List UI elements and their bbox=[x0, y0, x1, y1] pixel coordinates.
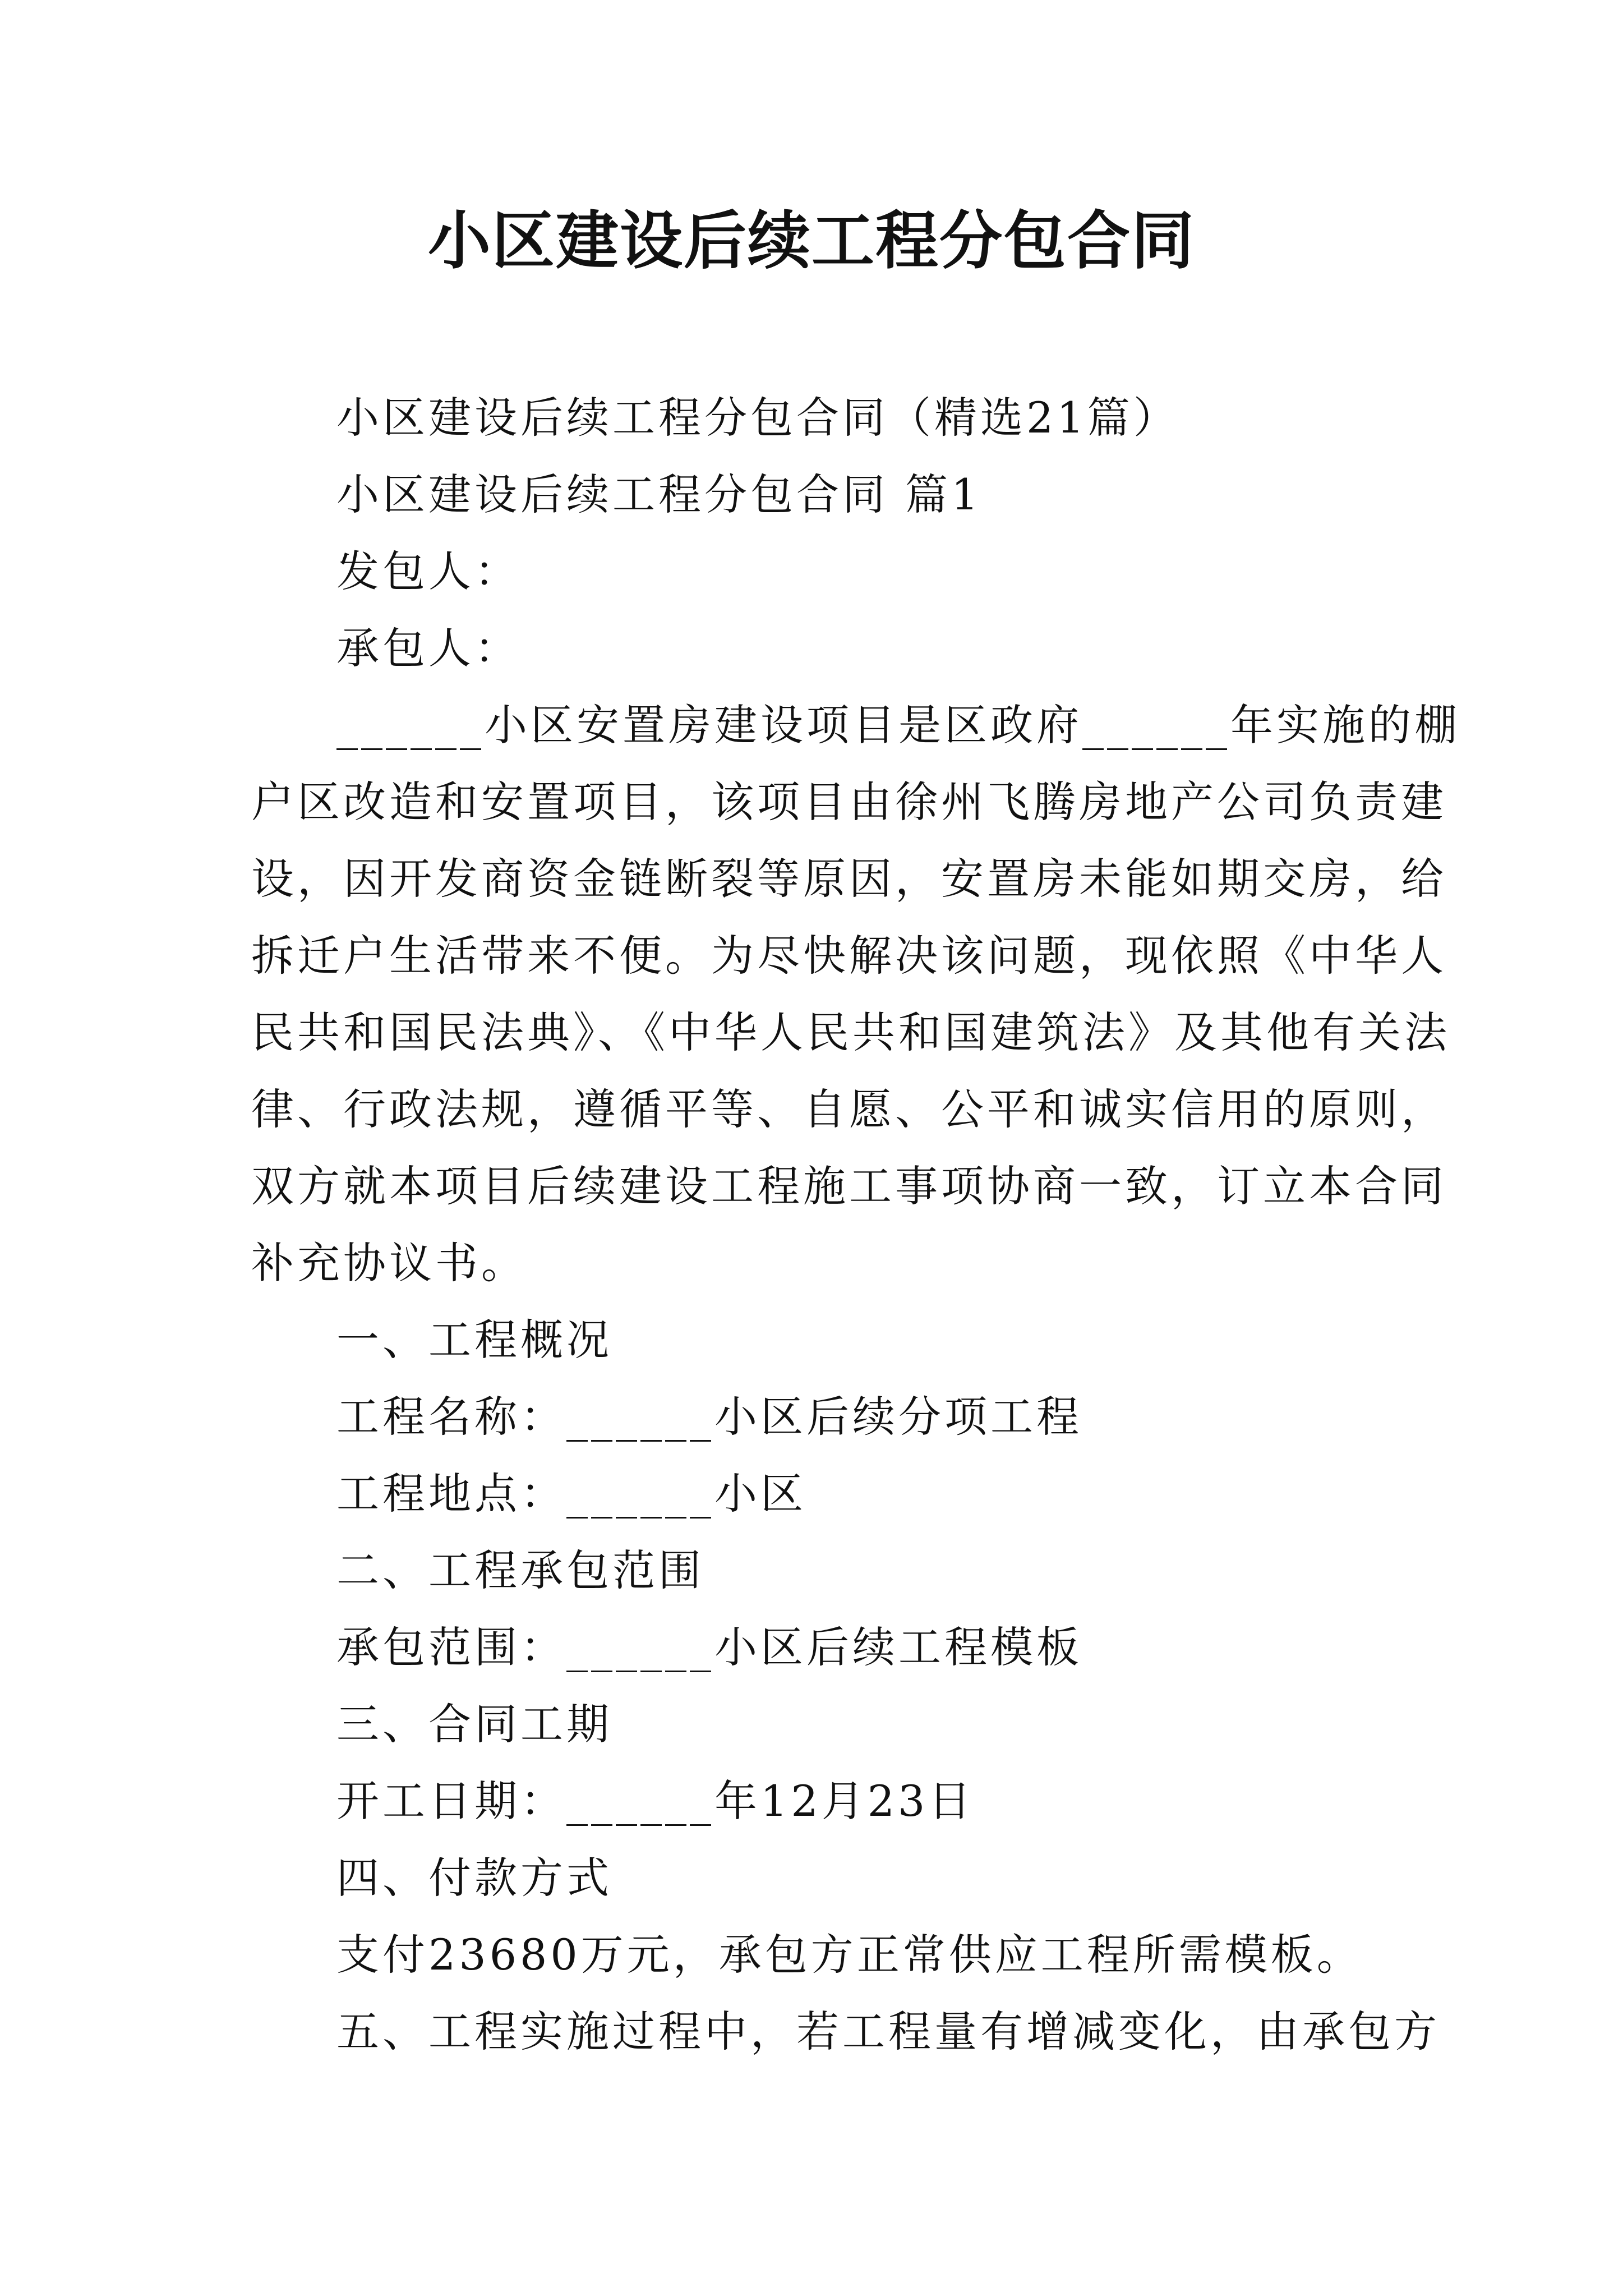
project-name: 工程名称：______小区后续分项工程 bbox=[336, 1392, 1082, 1442]
intro-line-1: ______小区安置房建设项目是区政府______年实施的棚 bbox=[336, 700, 1460, 750]
project-location: 工程地点：______小区 bbox=[336, 1469, 806, 1519]
intro-line-3: 设，因开发商资金链断裂等原因，安置房未能如期交房，给 bbox=[251, 854, 1447, 904]
intro-line-5: 民共和国民法典》、《中华人民共和国建筑法》及其他有关法 bbox=[251, 1007, 1450, 1057]
section-heading-4: 四、付款方式 bbox=[336, 1853, 612, 1903]
section-heading-1: 一、工程概况 bbox=[336, 1315, 612, 1365]
start-date: 开工日期：______年12月23日 bbox=[336, 1776, 975, 1826]
document-title: 小区建设后续工程分包合同 bbox=[428, 204, 1195, 278]
payment-terms: 支付23680万元，承包方正常供应工程所需模板。 bbox=[336, 1930, 1363, 1980]
intro-line-8: 补充协议书。 bbox=[251, 1238, 527, 1288]
intro-line-6: 律、行政法规，遵循平等、自愿、公平和诚实信用的原则， bbox=[251, 1084, 1447, 1134]
section-heading-5: 五、工程实施过程中，若工程量有增减变化，由承包方 bbox=[336, 2007, 1440, 2056]
party-b-label: 承包人： bbox=[336, 623, 520, 673]
section-heading-3: 三、合同工期 bbox=[336, 1699, 612, 1749]
chapter-heading: 小区建设后续工程分包合同 篇1 bbox=[336, 470, 982, 519]
intro-line-4: 拆迁户生活带来不便。为尽快解决该问题，现依照《中华人 bbox=[251, 931, 1447, 981]
party-a-label: 发包人： bbox=[336, 546, 520, 596]
contract-scope: 承包范围：______小区后续工程模板 bbox=[336, 1622, 1082, 1672]
intro-line-7: 双方就本项目后续建设工程施工事项协商一致，订立本合同 bbox=[251, 1161, 1447, 1211]
document-body bbox=[251, 379, 1460, 2070]
intro-line-2: 户区改造和安置项目，该项目由徐州飞腾房地产公司负责建 bbox=[251, 777, 1447, 827]
section-heading-2: 二、工程承包范围 bbox=[336, 1545, 704, 1595]
document-subtitle: 小区建设后续工程分包合同（精选21篇） bbox=[336, 393, 1179, 443]
